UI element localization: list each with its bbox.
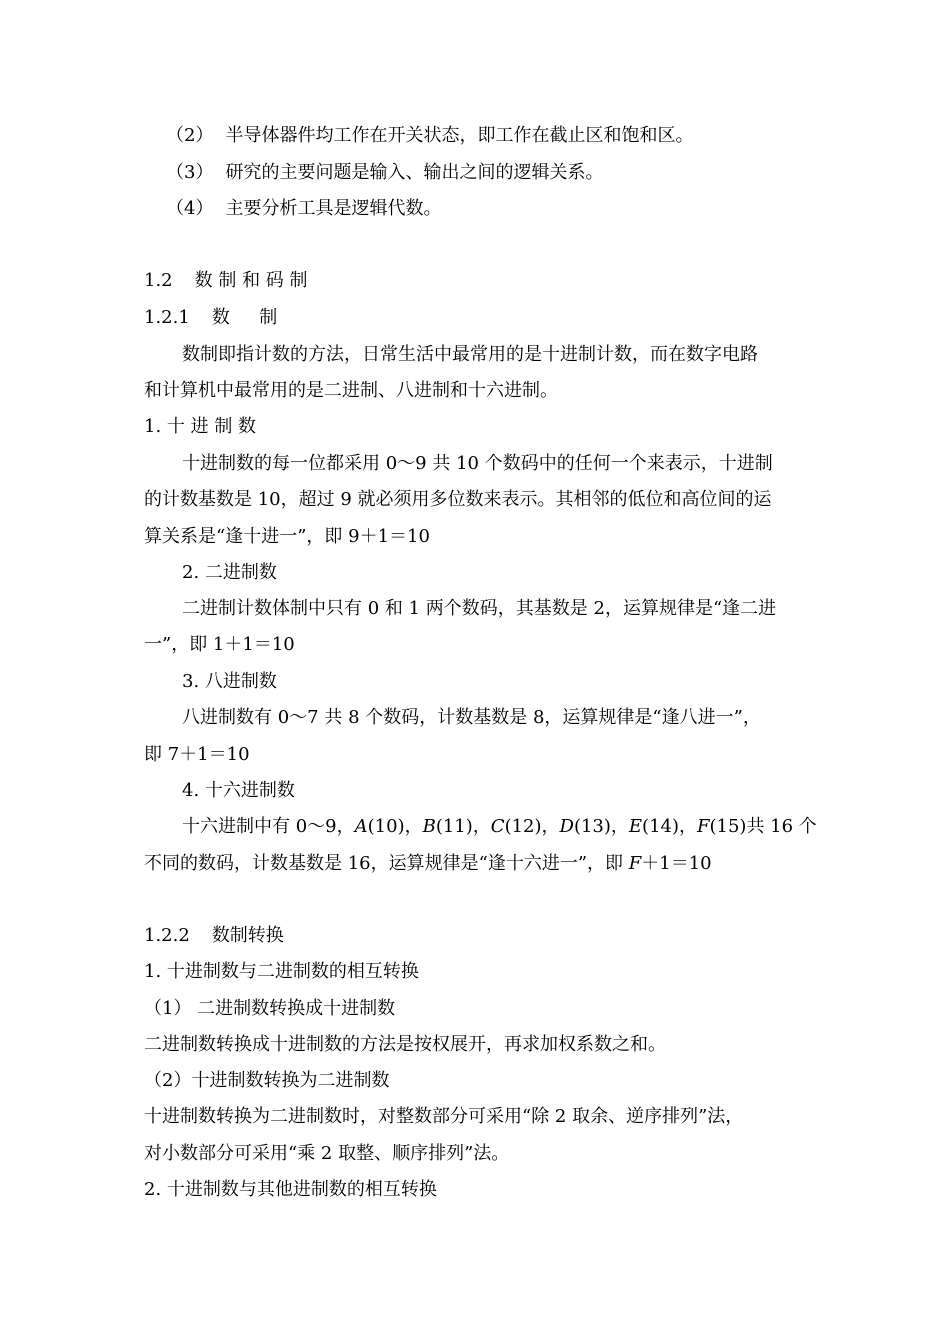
section-heading-1-2-1: [144, 306, 283, 330]
hex-symbol-C: C: [490, 816, 505, 837]
conv1-sub2-line: 对小数部分可采用“乘 2 取整、顺序排列”法。: [144, 1143, 510, 1164]
hex-symbol-A: A: [354, 816, 368, 837]
hex-symbol-F: F: [697, 816, 710, 837]
section-title: 数制转换: [211, 925, 284, 946]
conv1-sub2: （2）十进制数转换为二进制数: [144, 1070, 390, 1091]
octal-line: 八进制数有 0～7 共 8 个数码，计数基数是 8，运算规律是“逢八进一”，: [182, 707, 761, 728]
hex-symbol-F: F: [628, 853, 642, 874]
decimal-heading: 1. 十 进 制 数: [144, 416, 257, 437]
conv1-sub1-text: 二进制数转换成十进制数的方法是按权展开，再求加权系数之和。: [144, 1034, 666, 1055]
section-title: 数 制 和 码 制: [194, 270, 308, 291]
binary-line: 一”，即 1＋1＝10: [144, 634, 295, 655]
octal-line: 即 7＋1＝10: [144, 744, 250, 765]
section-number: 1.2.2: [144, 925, 190, 946]
hex-symbol-E: E: [628, 816, 643, 837]
intro-line: 和计算机中最常用的是二进制、八进制和十六进制。: [144, 380, 558, 401]
section-title: 数 制: [211, 307, 284, 328]
decimal-line: 的计数基数是 10，超过 9 就必须用多位数来表示。其相邻的低位和高位间的运: [144, 489, 772, 510]
list-item: [166, 161, 603, 185]
list-item-number: （3）: [166, 162, 214, 183]
binary-heading: 2. 二进制数: [182, 562, 277, 583]
section-heading-1-2-2: [144, 924, 284, 948]
list-item-number: （2）: [166, 125, 214, 146]
hex-value: (13)，: [573, 816, 629, 837]
section-number: 1.2: [144, 270, 173, 291]
hex-line: [144, 852, 712, 876]
hex-symbol-B: B: [422, 816, 436, 837]
decimal-line: 十进制数的每一位都采用 0～9 共 10 个数码中的任何一个来表示，十进制: [182, 453, 773, 474]
hex-value: (14)，: [642, 816, 697, 837]
hex-text: ＋1＝10: [641, 853, 712, 874]
binary-line: 二进制计数体制中只有 0 和 1 两个数码，其基数是 2，运算规律是“逢二进: [182, 598, 777, 619]
conv1-sub2-line: 十进制数转换为二进制数时，对整数部分可采用“除 2 取余、逆序排列”法，: [144, 1106, 744, 1127]
hex-value: (15)共 16 个: [709, 816, 817, 837]
decimal-line: 算关系是“逢十进一”，即 9＋1＝10: [144, 526, 430, 547]
hex-value: (11)，: [435, 816, 491, 837]
section-number: 1.2.1: [144, 307, 190, 328]
list-item-text: 主要分析工具是逻辑代数。: [225, 198, 442, 219]
section-heading-1-2: [144, 269, 308, 293]
list-item: [166, 197, 441, 221]
hex-text: 十六进制中有 0～9，: [182, 816, 355, 837]
hex-heading: 4. 十六进制数: [182, 780, 295, 801]
hex-symbol-D: D: [559, 816, 574, 837]
list-item-text: 半导体器件均工作在开关状态，即工作在截止区和饱和区。: [225, 125, 694, 146]
conv1-heading: 1. 十进制数与二进制数的相互转换: [144, 961, 419, 982]
hex-text: 不同的数码，计数基数是 16，运算规律是“逢十六进一”，即: [144, 853, 629, 874]
list-item: [166, 124, 693, 148]
hex-line: [182, 815, 817, 839]
conv2-heading: 2. 十进制数与其他进制数的相互转换: [144, 1179, 437, 1200]
list-item-text: 研究的主要问题是输入、输出之间的逻辑关系。: [225, 162, 604, 183]
conv1-sub1: （1） 二进制数转换成十进制数: [144, 998, 396, 1019]
octal-heading: 3. 八进制数: [182, 671, 277, 692]
list-item-number: （4）: [166, 198, 214, 219]
intro-line: 数制即指计数的方法，日常生活中最常用的是十进制计数，而在数字电路: [182, 344, 758, 365]
hex-value: (10)，: [367, 816, 423, 837]
hex-value: (12)，: [504, 816, 560, 837]
